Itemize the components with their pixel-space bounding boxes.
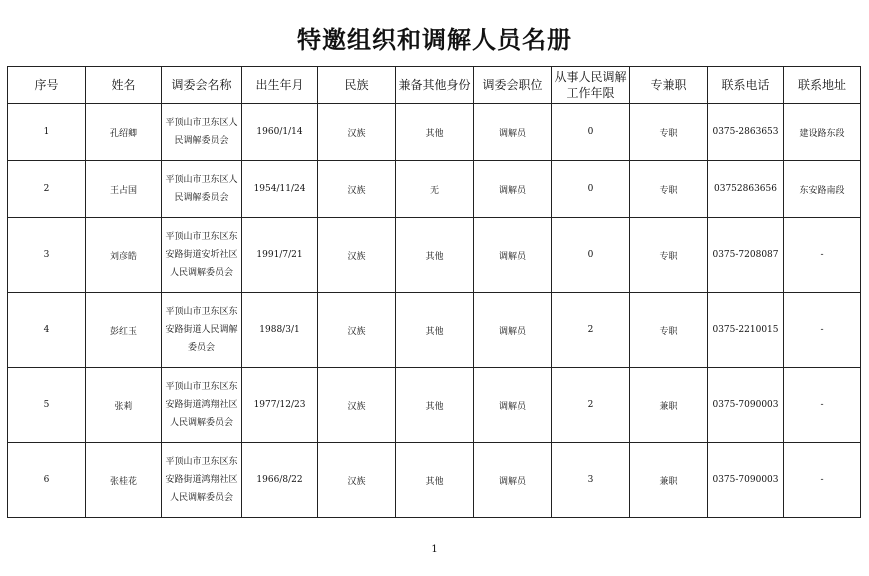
cell-ethnicity: 汉族 — [318, 161, 396, 218]
cell-identity: 其他 — [396, 104, 474, 161]
cell-no: 6 — [8, 443, 86, 518]
cell-no: 5 — [8, 368, 86, 443]
cell-name: 王占国 — [86, 161, 162, 218]
header-cell-identity: 兼备其他身份 — [396, 67, 474, 104]
cell-birth: 1966/8/22 — [242, 443, 318, 518]
cell-phone: 0375-2210015 — [708, 293, 784, 368]
cell-birth: 1960/1/14 — [242, 104, 318, 161]
mediator-roster-table — [7, 66, 861, 518]
cell-org: 平顶山市卫东区人民调解委员会 — [162, 104, 242, 161]
cell-type: 兼职 — [630, 368, 708, 443]
header-cell-name: 姓名 — [86, 67, 162, 104]
cell-identity: 其他 — [396, 218, 474, 293]
header-cell-address: 联系地址 — [784, 67, 861, 104]
cell-birth: 1977/12/23 — [242, 368, 318, 443]
cell-org: 平顶山市卫东区东安路街道鸿翔社区人民调解委员会 — [162, 443, 242, 518]
cell-address: - — [784, 218, 861, 293]
cell-years: 2 — [552, 368, 630, 443]
cell-address: 东安路南段 — [784, 161, 861, 218]
cell-address: - — [784, 293, 861, 368]
cell-years: 2 — [552, 293, 630, 368]
cell-no: 4 — [8, 293, 86, 368]
cell-position: 调解员 — [474, 104, 552, 161]
cell-name: 孔绍卿 — [86, 104, 162, 161]
cell-ethnicity: 汉族 — [318, 443, 396, 518]
cell-years: 0 — [552, 104, 630, 161]
cell-ethnicity: 汉族 — [318, 368, 396, 443]
header-cell-ethnicity: 民族 — [318, 67, 396, 104]
cell-years: 3 — [552, 443, 630, 518]
table-row — [8, 218, 861, 293]
cell-name: 张桂花 — [86, 443, 162, 518]
table-row — [8, 368, 861, 443]
cell-phone: 0375-7090003 — [708, 443, 784, 518]
cell-address: - — [784, 443, 861, 518]
cell-no: 3 — [8, 218, 86, 293]
cell-identity: 其他 — [396, 293, 474, 368]
cell-type: 专职 — [630, 293, 708, 368]
page-title: 特邀组织和调解人员名册 — [297, 26, 572, 54]
table-row — [8, 443, 861, 518]
cell-type: 专职 — [630, 104, 708, 161]
cell-org: 平顶山市卫东区东安路街道人民调解委员会 — [162, 293, 242, 368]
cell-ethnicity: 汉族 — [318, 104, 396, 161]
cell-name: 刘彦皓 — [86, 218, 162, 293]
cell-address: - — [784, 368, 861, 443]
header-cell-years: 从事人民调解工作年限 — [552, 67, 630, 104]
cell-org: 平顶山市卫东区人民调解委员会 — [162, 161, 242, 218]
cell-identity: 其他 — [396, 443, 474, 518]
cell-years: 0 — [552, 218, 630, 293]
table-header-row — [8, 67, 861, 104]
header-cell-no: 序号 — [8, 67, 86, 104]
cell-address: 建设路东段 — [784, 104, 861, 161]
cell-position: 调解员 — [474, 218, 552, 293]
cell-position: 调解员 — [474, 293, 552, 368]
header-cell-type: 专兼职 — [630, 67, 708, 104]
cell-no: 2 — [8, 161, 86, 218]
cell-phone: 0375-2863653 — [708, 104, 784, 161]
cell-phone: 03752863656 — [708, 161, 784, 218]
cell-identity: 无 — [396, 161, 474, 218]
cell-type: 兼职 — [630, 443, 708, 518]
cell-birth: 1954/11/24 — [242, 161, 318, 218]
cell-position: 调解员 — [474, 368, 552, 443]
cell-identity: 其他 — [396, 368, 474, 443]
cell-phone: 0375-7090003 — [708, 368, 784, 443]
cell-phone: 0375-7208087 — [708, 218, 784, 293]
header-cell-org: 调委会名称 — [162, 67, 242, 104]
cell-org: 平顶山市卫东区东安路街道鸿翔社区人民调解委员会 — [162, 368, 242, 443]
table-row — [8, 104, 861, 161]
cell-birth: 1988/3/1 — [242, 293, 318, 368]
header-cell-phone: 联系电话 — [708, 67, 784, 104]
header-cell-position: 调委会职位 — [474, 67, 552, 104]
cell-type: 专职 — [630, 218, 708, 293]
header-cell-birth: 出生年月 — [242, 67, 318, 104]
page-number: 1 — [431, 544, 438, 555]
cell-position: 调解员 — [474, 443, 552, 518]
cell-no: 1 — [8, 104, 86, 161]
cell-name: 彭红玉 — [86, 293, 162, 368]
cell-birth: 1991/7/21 — [242, 218, 318, 293]
cell-org: 平顶山市卫东区东安路街道安圻社区人民调解委员会 — [162, 218, 242, 293]
cell-ethnicity: 汉族 — [318, 293, 396, 368]
table-row — [8, 161, 861, 218]
cell-position: 调解员 — [474, 161, 552, 218]
cell-years: 0 — [552, 161, 630, 218]
cell-type: 专职 — [630, 161, 708, 218]
cell-name: 张莉 — [86, 368, 162, 443]
table-row — [8, 293, 861, 368]
cell-ethnicity: 汉族 — [318, 218, 396, 293]
